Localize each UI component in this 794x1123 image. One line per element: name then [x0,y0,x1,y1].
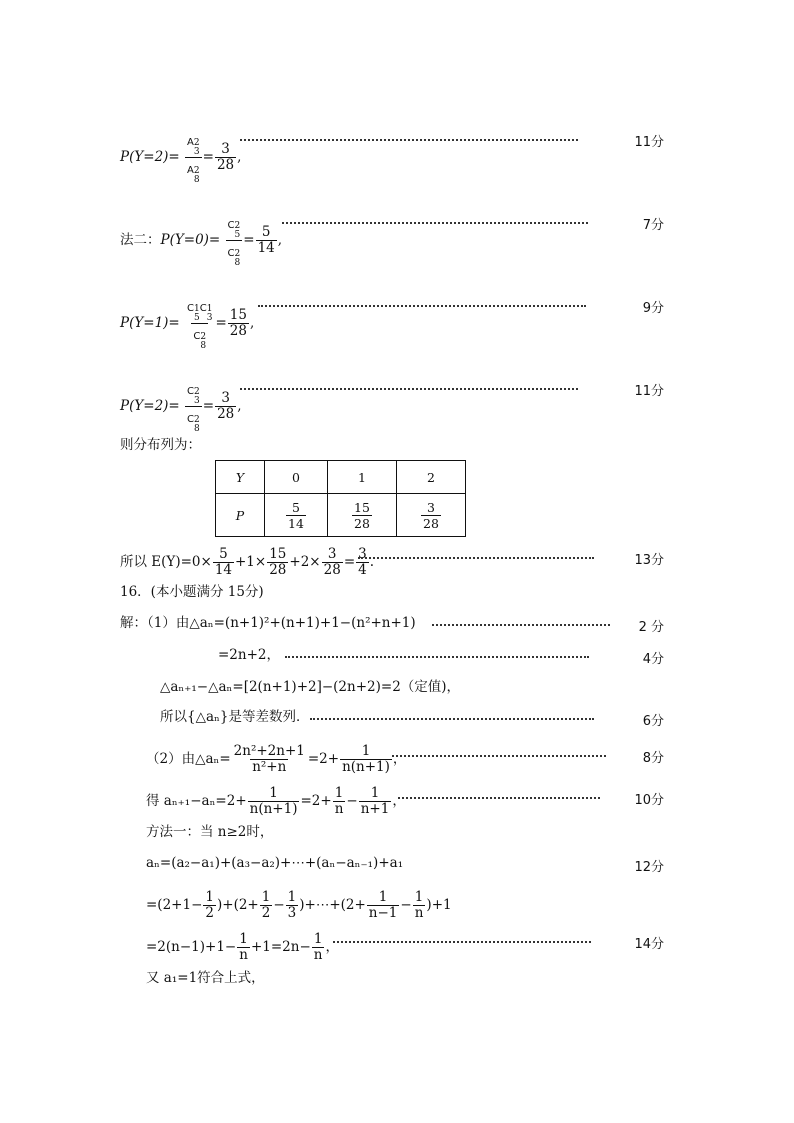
score-label: 11分 [634,135,664,150]
leader-dots [398,797,600,799]
score-label: 11分 [634,384,664,399]
fraction: $\frac{1}{n}$ [334,785,344,817]
leader-dots [358,557,594,559]
fraction: $\frac{1}{n+1}$ [360,785,390,817]
leader-dots [432,624,610,626]
solution-line-5: （2）由△aₙ= $\frac{\text{2n²+2n+1}}{\text{n²+n}}$ =2+ $\frac{1}{n(n+1)}$ ， [146,743,407,775]
leader-dots [333,941,591,943]
fraction: $\frac{\text{2n²+2n+1}}{\text{n²+n}}$ [233,743,305,775]
fraction: $\frac{1}{n}$ [313,931,323,963]
fraction: $\frac{1}{3}$ [287,889,297,921]
table-row: P $\frac{5}{14}$ $\frac{15}{28}$ $\frac{3}{28}$ [216,494,466,537]
solution-line-6: 得 aₙ₊₁−aₙ=2+ $\frac{1}{n(n+1)}$ =2+ $\frac{1}{n}$ − $\frac{1}{n+1}$ ， [146,785,406,817]
solution-line-9: =(2+1− $\frac{1}{2}$ )+(2+ $\frac{1}{2}$ − $\frac{1}{3}$ )+⋯+(2+ $\frac{1}{n-1}$ − $\frac{1}{n}$ )+1 [146,889,452,921]
score-label: 12分 [634,860,664,875]
fraction: $\frac{15}{28}$ [229,307,247,339]
score-label: 7分 [642,218,664,233]
table-row: Y 0 1 2 [216,461,466,494]
leader-dots [240,388,578,390]
fraction: $\frac{3}{28}$ [423,499,439,531]
fraction: C 2 3 C 2 8 [187,386,200,434]
fraction: $\frac{5}{14}$ [257,224,275,256]
fraction: $\frac{3}{4}$ [358,546,367,578]
prob-y0-line: 法二：P(Y=0)= C 2 5 C 2 8 = $\frac{5}{14}$ , [120,213,282,268]
distribution-table [215,460,466,537]
fraction: $\frac{1}{2}$ [205,889,214,921]
score-label: 14分 [634,937,664,952]
fraction: $\frac{1}{2}$ [261,889,271,921]
fraction: $\frac{15}{28}$ [354,499,370,531]
fraction: $\frac{1}{n}$ [414,889,424,921]
solution-line-8: aₙ=(a₂−a₁)+(a₃−a₂)+⋯+(aₙ−aₙ₋₁)+a₁ [146,855,404,871]
leader-dots [392,755,606,757]
fraction: $\frac{1}{n-1}$ [368,889,398,921]
score-label: 4分 [642,652,664,667]
solution-line-1: 解：（1）由△aₙ=(n+1)²+(n+1)+1−(n²+n+1) [120,615,416,631]
fraction: $\frac{3}{28}$ [217,390,235,422]
question-16-title: 16．(本小题满分 15分) [120,584,264,600]
solution-line-4: 所以{△aₙ}是等差数列． [160,709,310,725]
leader-dots [310,718,594,720]
fraction: $\frac{1}{n}$ [239,931,248,963]
score-label: 9分 [642,301,664,316]
fraction: $\frac{1}{n(n+1)}$ [249,785,298,817]
score-label: 6分 [642,714,664,729]
fraction: $\frac{3}{28}$ [323,546,341,578]
prob-y2-line-2: P(Y=2)= C 2 3 C 2 8 = $\frac{3}{28}$ , [120,379,242,434]
score-label: 2 分 [638,620,664,635]
prob-y1-line: P(Y=1)= C 1 5 C 1 3 C 2 8 = $\frac{15}{28}$ , [120,296,254,351]
leader-dots [258,305,586,307]
solution-line-7: 方法一：当 n≥2时， [146,824,274,840]
solution-line-11: 又 a₁=1符合上式， [146,970,265,986]
score-label: 10分 [634,793,664,808]
score-label: 13分 [634,553,664,568]
fraction: $\frac{1}{n(n+1)}$ [342,743,390,775]
fraction: C 1 5 C 1 3 C 2 8 [187,303,213,351]
leader-dots [285,656,589,658]
fraction: A 2 3 A 2 8 [187,137,200,185]
fraction: $\frac{15}{28}$ [269,546,287,578]
leader-dots [240,139,578,141]
fraction: $\frac{5}{14}$ [288,499,304,531]
solution-line-2: =2n+2， [218,647,280,663]
fraction: $\frac{5}{14}$ [214,546,232,578]
expectation-line: 所以 E(Y)=0× $\frac{5}{14}$ +1× $\frac{15}{28}$ +2× $\frac{3}{28}$ = $\frac{3}{4}$ . [120,546,375,578]
distribution-intro: 则分布列为： [120,437,201,453]
fraction: C 2 5 C 2 8 [227,220,241,268]
prob-y2-line-1: P(Y=2)= A 2 3 A 2 8 = $\frac{3}{28}$ , [120,130,241,185]
solution-line-3: △aₙ₊₁−△aₙ=[2(n+1)+2]−(2n+2)=2（定值)， [160,679,461,695]
score-label: 8分 [642,751,664,766]
fraction: $\frac{3}{28}$ [216,141,235,173]
solution-line-10: =2(n−1)+1− $\frac{1}{n}$ +1=2n− $\frac{1}{n}$ ， [146,931,339,963]
leader-dots [282,222,588,224]
